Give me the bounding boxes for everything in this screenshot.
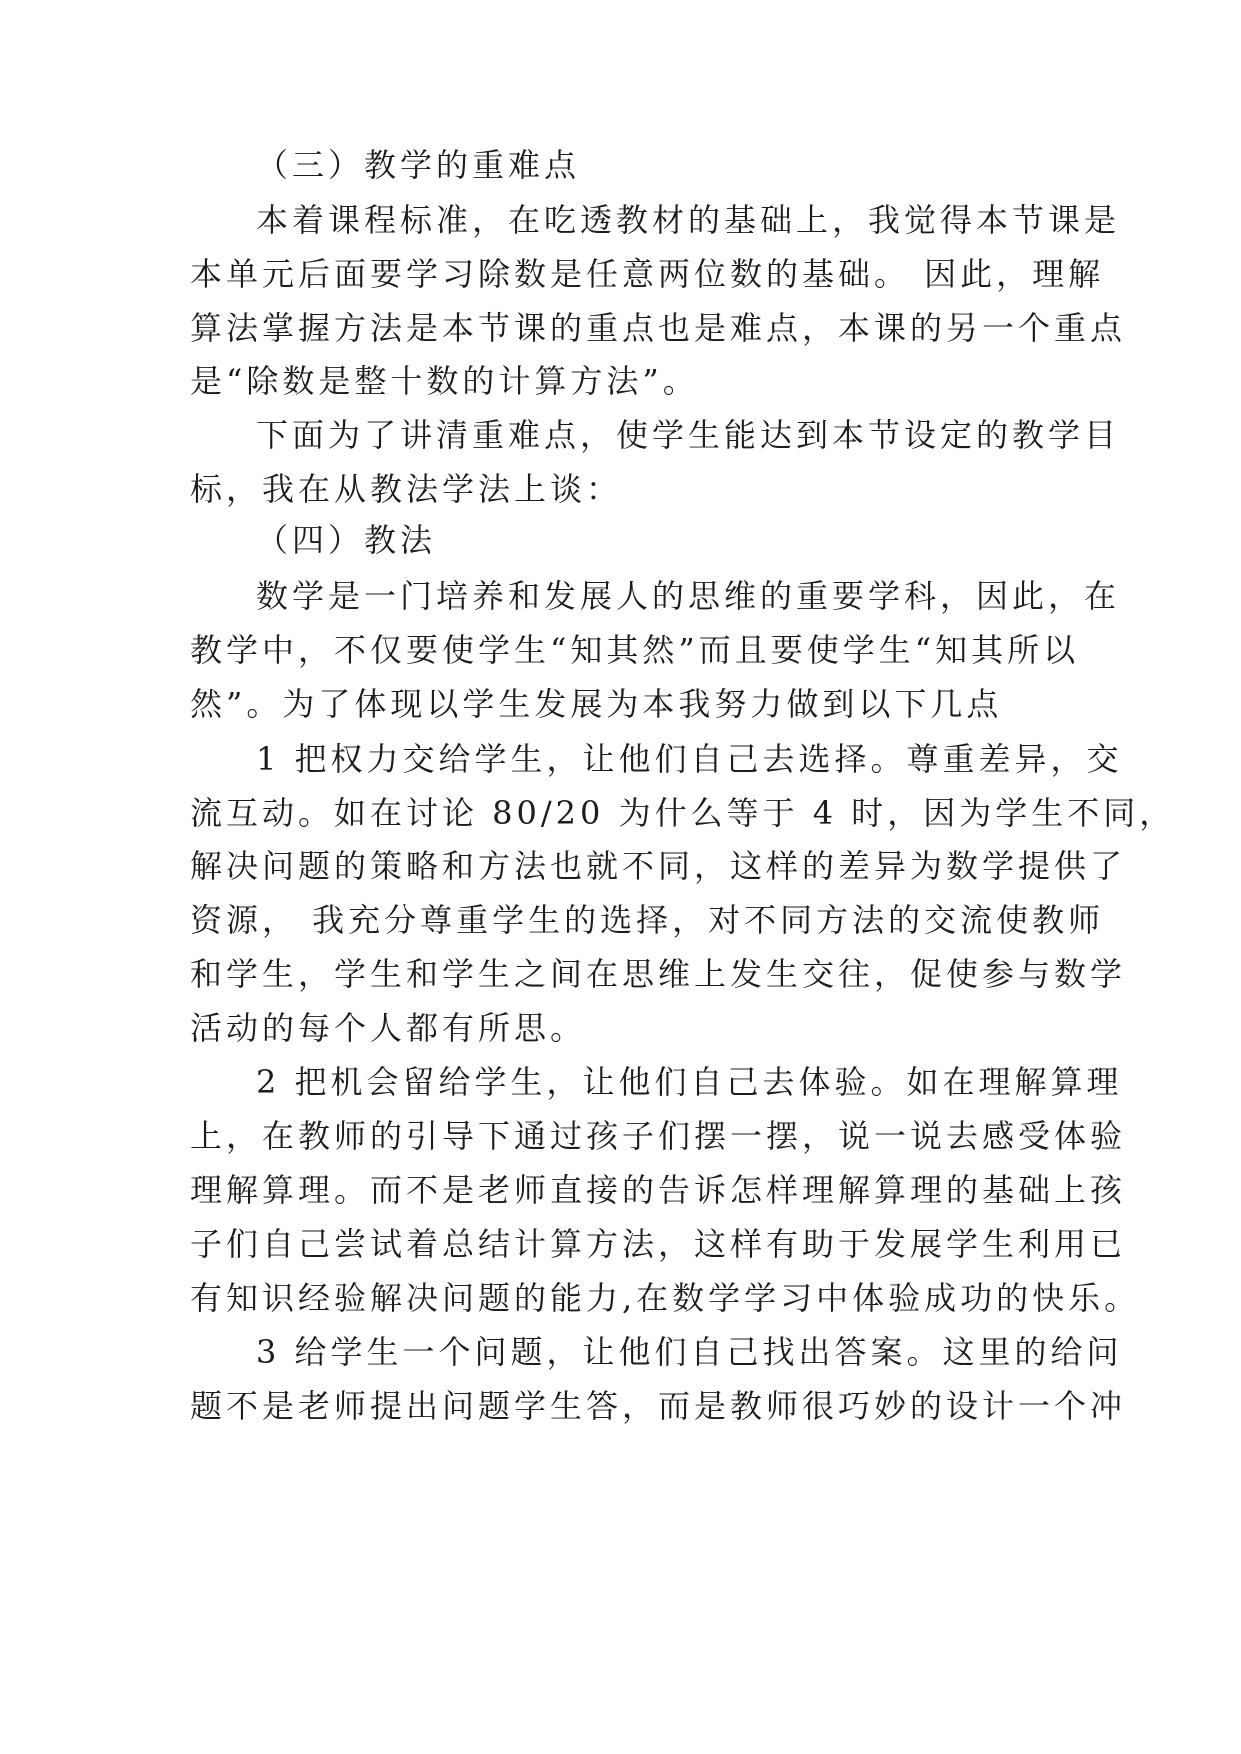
section-heading-3: （三）教学的重难点 <box>256 146 581 184</box>
paragraph-line: 和学生，学生和学生之间在思维上发生交往，促使参与数学 <box>190 955 1127 993</box>
paragraph-line: 数学是一门培养和发展人的思维的重要学科，因此，在 <box>256 577 1121 615</box>
paragraph-line: 1 把权力交给学生，让他们自己去选择。尊重差异，交 <box>256 740 1123 778</box>
paragraph-line: 资源， 我充分尊重学生的选择，对不同方法的交流使教师 <box>190 901 1105 939</box>
paragraph-line: 本单元后面要学习除数是任意两位数的基础。 因此，理解 <box>190 255 1105 293</box>
paragraph-line: 标，我在从教法学法上谈： <box>190 470 623 508</box>
paragraph-line: 本着课程标准，在吃透教材的基础上，我觉得本节课是 <box>256 201 1121 239</box>
section-heading-4: （四）教法 <box>256 521 437 559</box>
paragraph-line: 是“除数是整十数的计算方法”。 <box>190 362 699 400</box>
paragraph-line: 然”。为了体现以学生发展为本我努力做到以下几点 <box>190 685 1003 723</box>
paragraph-line: 题不是老师提出问题学生答，而是教师很巧妙的设计一个冲 <box>190 1387 1127 1425</box>
paragraph-line: 2 把机会留给学生，让他们自己去体验。如在理解算理 <box>256 1063 1123 1101</box>
paragraph-line: 教学中，不仅要使学生“知其然”而且要使学生“知其所以 <box>190 631 1080 669</box>
paragraph-line: 算法掌握方法是本节课的重点也是难点，本课的另一个重点 <box>190 309 1127 347</box>
paragraph-line: 解决问题的策略和方法也就不同，这样的差异为数学提供了 <box>190 847 1127 885</box>
paragraph-line: 下面为了讲清重难点，使学生能达到本节设定的教学目 <box>256 416 1121 454</box>
paragraph-line: 流互动。如在讨论 80/20 为什么等于 4 时，因为学生不同， <box>190 794 1176 832</box>
paragraph-line: 活动的每个人都有所思。 <box>190 1009 587 1047</box>
paragraph-line: 子们自己尝试着总结计算方法，这样有助于发展学生利用已 <box>190 1225 1127 1263</box>
paragraph-line: 上，在教师的引导下通过孩子们摆一摆，说一说去感受体验 <box>190 1117 1127 1155</box>
paragraph-line: 理解算理。而不是老师直接的告诉怎样理解算理的基础上孩 <box>190 1171 1127 1209</box>
paragraph-line: 有知识经验解决问题的能力,在数学学习中体验成功的快乐。 <box>190 1279 1141 1317</box>
paragraph-line: 3 给学生一个问题，让他们自己找出答案。这里的给问 <box>256 1333 1123 1371</box>
